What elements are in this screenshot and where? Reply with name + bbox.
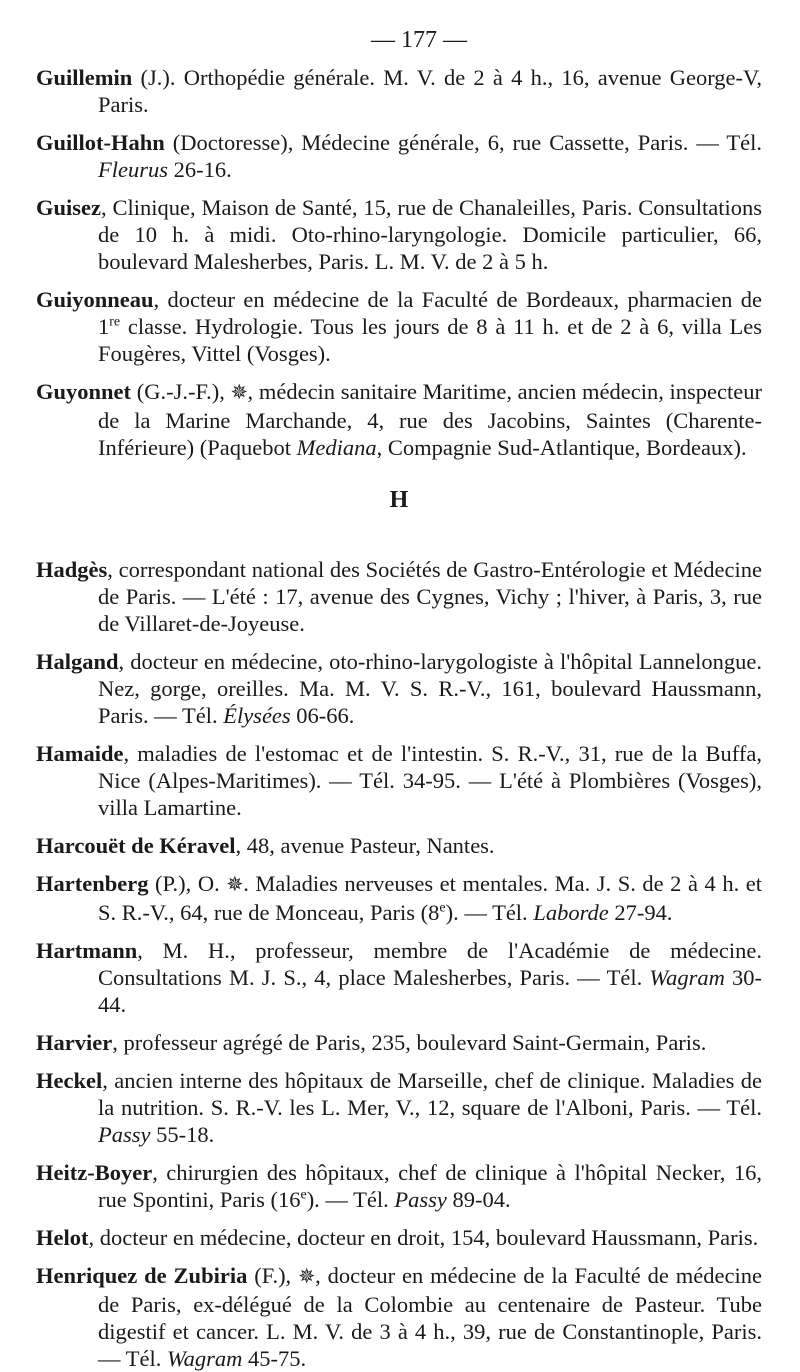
directory-entry <box>36 648 762 729</box>
directory-entry <box>36 740 762 821</box>
entry-text: , docteur en médecine, oto-rhino-larygologiste à l'hôpital Lannelongue. Nez, gorge, oreilles. Ma. M. V. S. R.-V., 161, boulevard Haussmann, Paris. — Tél. <box>98 649 762 728</box>
directory-entry <box>36 129 762 183</box>
entry-name: Harvier <box>36 1030 113 1055</box>
entry-name: Harcouët de Kéravel <box>36 833 236 858</box>
directory-entry <box>36 1067 762 1148</box>
directory-entry <box>36 64 762 118</box>
exchange-name: Wagram <box>166 1346 243 1371</box>
entry-text: , médecin sanitaire Maritime, ancien médecin, inspecteur de la Marine Marchande, 4, rue des Jacobins, Saintes (Charente-Inférieure) (Paquebot <box>98 379 762 460</box>
page-number: — 177 — <box>371 27 467 53</box>
entry-text: , Compagnie Sud-Atlantique, Bordeaux). <box>376 435 747 460</box>
entry-text: e <box>300 1187 307 1203</box>
entry-name: Hamaide <box>36 741 124 766</box>
entry-text: classe. Hydrologie. Tous les jours de 8 à 11 h. et de 2 à 6, villa Les Fougères, Vittel (Vosges). <box>98 314 762 366</box>
entry-name: Helot <box>36 1225 89 1250</box>
entry-text: , Clinique, Maison de Santé, 15, rue de Chanaleilles, Paris. Consultations de 10 h. à midi. Oto-rhino-laryngologie. Domicile particulier, 66, boulevard Malesherbes, Paris. L. M. V. de 2 à 5 h. <box>98 195 762 274</box>
entry-text: , professeur agrégé de Paris, 235, boulevard Saint-Germain, Paris. <box>112 1030 707 1055</box>
entry-name: Guillemin <box>36 65 133 90</box>
exchange-name: Élysées <box>223 703 291 728</box>
entry-text: 45-75. <box>242 1346 307 1371</box>
entry-name: Guillot-Hahn <box>36 130 165 155</box>
entry-text: e <box>439 900 446 916</box>
entry-text: 06-66. <box>290 703 355 728</box>
entry-text: 30-44. <box>98 965 763 1017</box>
entry-text: . Maladies nerveuses et mentales. Ma. J. S. de 2 à 4 h. et S. R.-V., 64, rue de Monceau, Paris (8 <box>98 871 762 925</box>
exchange-name: Passy <box>98 1122 151 1147</box>
entry-text: (J.). Orthopédie générale. M. V. de 2 à 4 h., 16, avenue George-V, Paris. <box>98 65 762 117</box>
entries-g-section <box>36 64 762 461</box>
entry-name: Hartenberg <box>36 871 149 896</box>
entry-text: (G.-J.-F.), <box>131 379 231 404</box>
entry-text: (F.), <box>247 1263 299 1288</box>
entry-text: 26-16. <box>168 157 232 182</box>
exchange-name: Wagram <box>649 965 725 990</box>
entry-text: 55-18. <box>150 1122 215 1147</box>
entry-name: Halgand <box>36 649 119 674</box>
directory-entry <box>36 1224 762 1251</box>
directory-entry <box>36 286 762 367</box>
directory-entry <box>36 870 762 926</box>
exchange-name: Passy <box>394 1187 447 1212</box>
entry-text: (P.), O. <box>148 871 227 896</box>
directory-entry <box>36 378 762 461</box>
entry-name: Guyonnet <box>36 379 132 404</box>
entry-name: Heitz-Boyer <box>36 1160 153 1185</box>
directory-entry <box>36 556 762 637</box>
entry-name: Guiyonneau <box>36 287 154 312</box>
directory-entry <box>36 1159 762 1213</box>
entry-text: , correspondant national des Sociétés de Gastro-Entérologie et Médecine de Paris. — L'été : 17, avenue des Cygnes, Vichy ; l'hiver, à Paris, 3, rue de Villaret-de-Joyeuse. <box>98 557 762 636</box>
entry-name: Hadgès <box>36 557 108 582</box>
entry-text: , M. H., professeur, membre de l'Académie de médecine. Consultations M. J. S., 4, place Malesherbes, Paris. — Tél. <box>98 938 762 990</box>
entry-name: Hartmann <box>36 938 138 963</box>
entry-text: , chirurgien des hôpitaux, chef de clinique à l'hôpital Necker, 16, rue Spontini, Paris (16 <box>98 1160 762 1212</box>
directory-entry <box>36 832 762 859</box>
entry-name: Guisez <box>36 195 101 220</box>
entry-text: ). — Tél. <box>306 1187 395 1212</box>
entry-text: , maladies de l'estomac et de l'intestin. S. R.-V., 31, rue de la Buffa, Nice (Alpes-Maritimes). — Tél. 34-95. — L'été à Plombières (Vosges), villa Lamartine. <box>98 741 762 820</box>
entry-text: (Doctoresse), Médecine générale, 6, rue Cassette, Paris. — Tél. <box>164 130 762 155</box>
entry-text: , docteur en médecine de la Faculté de médecine de Paris, ex-délégué de la Colombie au centenaire de Pasteur. Tube digestif et cancer. L. M. V. de 3 à 4 h., 39, rue de Constantinople, Paris. — Tél. <box>98 1263 762 1371</box>
entry-text: , docteur en médecine de la Faculté de Bordeaux, pharmacien de 1 <box>98 287 762 339</box>
directory-entry <box>36 1262 762 1372</box>
exchange-name: Laborde <box>533 900 609 925</box>
entry-name: Heckel <box>36 1068 103 1093</box>
entry-name: Henriquez de Zubiria <box>36 1263 248 1288</box>
decoration-icon: ✵ <box>230 382 248 404</box>
entry-text: , 48, avenue Pasteur, Nantes. <box>235 833 495 858</box>
entry-text: 89-04. <box>446 1187 511 1212</box>
exchange-name: Fleurus <box>98 157 168 182</box>
directory-entry <box>36 937 762 1018</box>
entry-text: ). — Tél. <box>445 900 534 925</box>
section-heading-h: H <box>389 487 409 513</box>
entry-text: , ancien interne des hôpitaux de Marseille, chef de clinique. Maladies de la nutrition. S. R.-V. les L. Mer, V., 12, square de l'Alboni, Paris. — Tél. <box>98 1068 762 1120</box>
directory-entry <box>36 194 762 275</box>
directory-entry <box>36 1029 762 1056</box>
entries-h-section <box>36 556 762 1372</box>
exchange-name: Mediana <box>296 435 377 460</box>
entry-text: 27-94. <box>608 900 673 925</box>
entry-text: re <box>109 314 121 330</box>
decoration-icon: ✵ <box>298 1266 316 1288</box>
entry-text: , docteur en médecine, docteur en droit, 154, boulevard Haussmann, Paris. <box>88 1225 759 1250</box>
decoration-icon: ✵ <box>226 874 244 896</box>
